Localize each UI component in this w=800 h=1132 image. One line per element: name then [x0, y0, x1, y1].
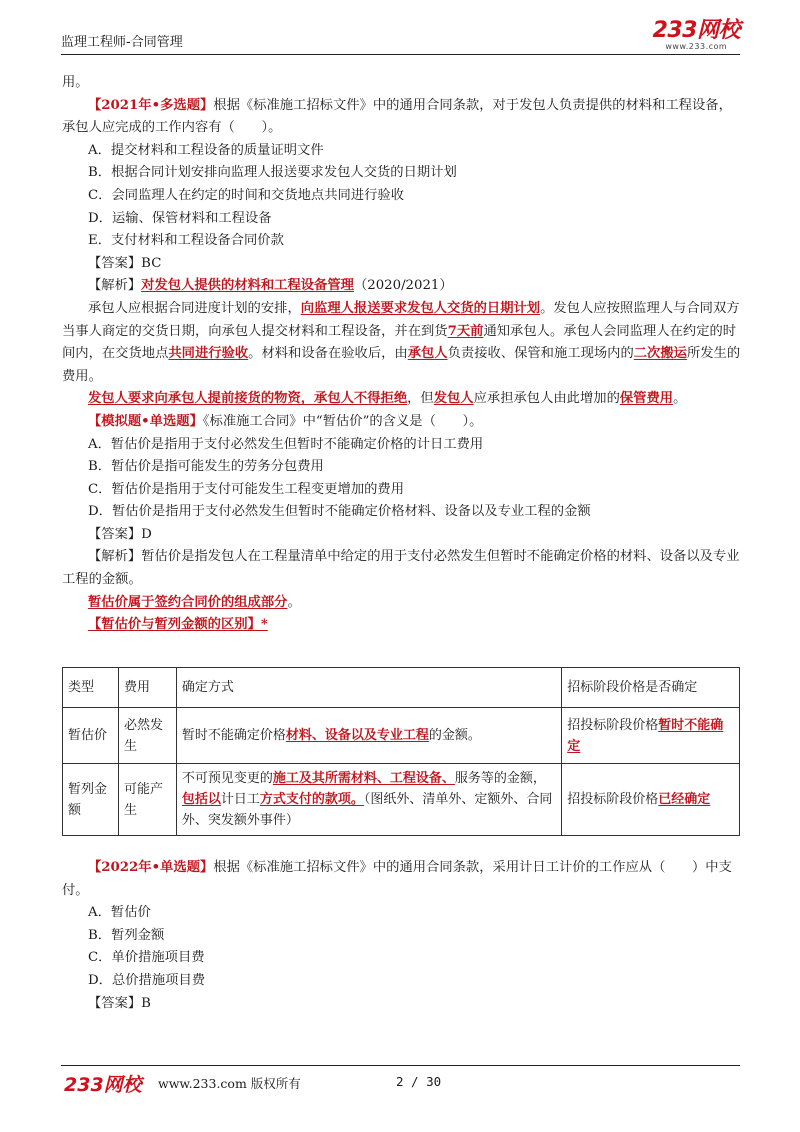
- footer-logo[interactable]: 233网校: [64, 1074, 142, 1096]
- question-tag: 【2021年•多选题】: [88, 97, 214, 113]
- option-a: A．暂估价: [88, 905, 151, 921]
- text-span: 应承担承包人由此增加的: [473, 391, 620, 407]
- key-point: 向监理人报送要求发包人交货的日期计划: [300, 300, 541, 316]
- text-span: 。: [287, 594, 301, 610]
- question-2-stem: [62, 411, 742, 434]
- analysis-years: （2020/2021）: [353, 278, 453, 294]
- text-span: 招投标阶段价格: [567, 792, 659, 807]
- analysis-tag: 【解析】: [88, 549, 142, 565]
- key-point: 共同进行验收: [168, 346, 249, 362]
- key-point: 发包人: [433, 391, 474, 407]
- key-point: 方式支付的款项。: [259, 792, 364, 807]
- key-point: 暂估价属于签约合同价的组成部分: [88, 594, 288, 610]
- analysis-paragraph-1: [62, 298, 742, 388]
- key-point: 发包人要求向承包人提前接货的物资，承包人不得拒绝: [88, 391, 408, 407]
- table-cell: [562, 764, 740, 836]
- option-d: D．运输、保管材料和工程设备: [88, 210, 272, 226]
- analysis-title: 对发包人提供的材料和工程设备管理: [141, 278, 354, 294]
- text-span: 暂时不能确定价格: [181, 728, 286, 743]
- key-point: 二次搬运: [633, 346, 687, 362]
- text-span: 招投标阶段价格: [567, 717, 659, 733]
- option-c: C．单价措施项目费: [88, 950, 205, 966]
- text-span: 。材料和设备在验收后，由: [248, 346, 408, 362]
- text-span: 不可预见变更的: [181, 771, 273, 786]
- table-cell: 暂估价: [63, 708, 119, 764]
- brand-logo[interactable]: [653, 20, 740, 52]
- analysis-paragraph-2: [62, 388, 742, 411]
- table-cell: 可能产生: [118, 764, 176, 836]
- option-b: B．根据合同计划安排向监理人报送要求发包人交货的日期计划: [88, 165, 457, 181]
- key-point: 7天前: [447, 323, 484, 339]
- question-3-stem: [62, 857, 742, 902]
- key-point: 材料、设备以及专业工程: [285, 728, 429, 743]
- text-span: （图纸外、清单外、定额外、合同外、突发额外事件）: [181, 792, 553, 828]
- page-content: [62, 72, 742, 637]
- table-cell: 暂列金额: [63, 764, 119, 836]
- header-divider: [61, 54, 740, 55]
- analysis-tag: 【解析】: [88, 278, 142, 294]
- text-span: 所发生的费用。: [62, 346, 741, 384]
- text-span: 负责接收、保管和施工现场内的: [447, 346, 634, 362]
- option-b: B．暂列金额: [88, 927, 165, 943]
- option-c: C．会同监理人在约定的时间和交货地点共同进行验收: [88, 187, 405, 203]
- answer: 【答案】BC: [88, 255, 162, 271]
- table-row: [63, 764, 740, 836]
- analysis-text: 暂估价是指发包人在工程量清单中给定的用于支付必然发生但暂时不能确定价格的材料、设备以及专业工程的金额。: [62, 549, 740, 588]
- table-row: [63, 708, 740, 764]
- table-cell: [562, 708, 740, 764]
- text-span: 。发包人应按照监理人与合同双方当事人商定的交货日期，向承包人提交材料和工程设备，并在到货: [62, 300, 740, 339]
- table-header-cell: 费用: [118, 668, 176, 708]
- logo-sub: www.233.com: [665, 42, 728, 51]
- analysis-heading: [62, 275, 742, 298]
- table-cell: [176, 708, 561, 764]
- question-tag: 【模拟题•单选题】: [88, 413, 203, 429]
- table-cell: [176, 764, 561, 836]
- option-a: A．提交材料和工程设备的质量证明文件: [88, 142, 324, 158]
- text-span: 。: [673, 391, 687, 407]
- table-header-cell: 确定方式: [176, 668, 561, 708]
- key-point: 暂时不能确定: [567, 717, 724, 754]
- analysis-paragraph: [62, 546, 742, 591]
- option-e: E．支付材料和工程设备合同价款: [88, 233, 284, 249]
- question-tag: 【2022年•单选题】: [88, 860, 214, 875]
- header-title: 监理工程师-合同管理: [61, 35, 183, 50]
- answer: 【答案】B: [88, 995, 151, 1011]
- key-point: 施工及其所需材料、工程设备、: [272, 771, 455, 786]
- option-d: D．总价措施项目费: [88, 972, 206, 988]
- question-text: 根据《标准施工招标文件》中的通用合同条款，对于发包人负责提供的材料和工程设备，承包人应完成的工作内容有（ ）。: [62, 97, 732, 136]
- key-point: 已经确定: [658, 792, 711, 807]
- text-span: 通知承包人。承包人会同监理人在约定的时间内，在交货地点: [62, 323, 737, 362]
- option-d: D．暂估价是指用于支付必然发生但暂时不能确定价格材料、设备以及专业工程的金额: [88, 504, 591, 520]
- text-span: 计日工: [220, 792, 260, 807]
- logo-main: 233网校: [652, 18, 740, 43]
- option-a: A．暂估价是指用于支付必然发生但暂时不能确定价格的计日工费用: [88, 436, 484, 452]
- key-point: 【暂估价与暂列金额的区别】*: [88, 617, 268, 633]
- option-c: C．暂估价是指用于支付可能发生工程变更增加的费用: [88, 481, 405, 497]
- option-b: B．暂估价是指可能发生的劳务分包费用: [88, 459, 324, 475]
- table-header-cell: 类型: [63, 668, 119, 708]
- footer-copyright: www.233.com 版权所有: [158, 1076, 301, 1091]
- answer: 【答案】D: [88, 526, 152, 542]
- key-point: 包括以: [181, 792, 221, 807]
- key-point: 承包人: [407, 346, 448, 362]
- question-3-block: [62, 857, 742, 1015]
- footer-divider: [61, 1065, 740, 1066]
- key-point: 保管费用: [619, 391, 674, 407]
- table-header-row: [63, 668, 740, 708]
- text-span: 服务等的金额，: [454, 771, 546, 786]
- text-span: ，但: [407, 391, 434, 407]
- question-text: 《标准施工合同》中“暂估价”的含义是（ ）。: [202, 413, 483, 429]
- comparison-table: [62, 667, 740, 836]
- table-header-cell: 招标阶段价格是否确定: [562, 668, 740, 708]
- table-cell: 必然发生: [118, 708, 176, 764]
- continued-text: 用。: [62, 75, 89, 90]
- comparison-heading: [62, 614, 742, 637]
- question-text: 根据《标准施工招标文件》中的通用合同条款，采用计日工计价的工作应从（ ）中支付。: [62, 860, 732, 898]
- text-span: 的金额。: [428, 728, 481, 743]
- question-1-stem: [62, 95, 742, 140]
- text-span: 承包人应根据合同进度计划的安排，: [88, 300, 301, 316]
- page-number: 2 / 30: [396, 1074, 442, 1089]
- note-line: [62, 592, 742, 615]
